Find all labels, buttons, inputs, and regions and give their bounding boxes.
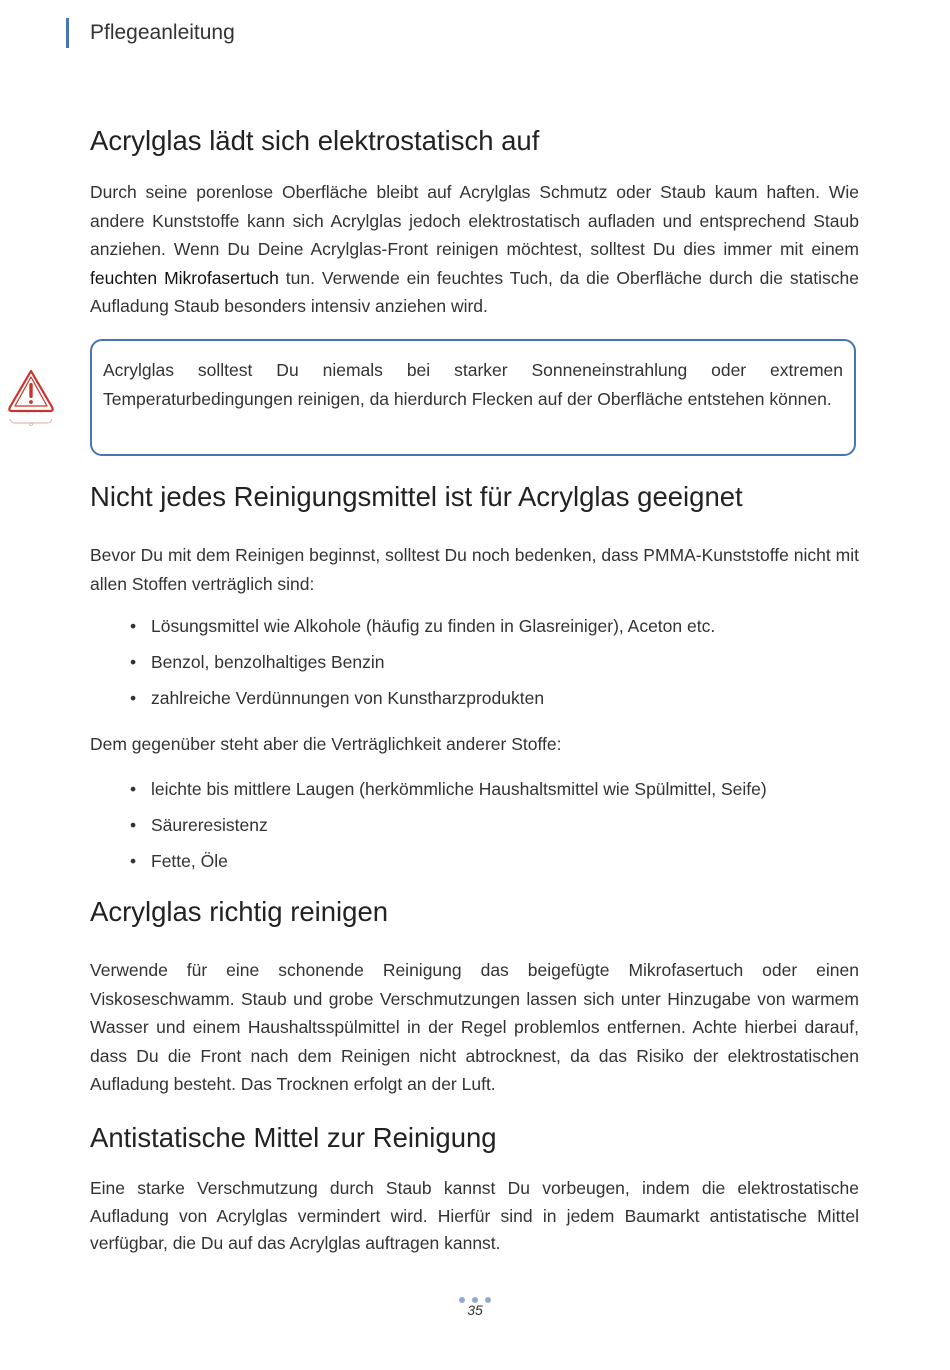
- compatible-list: [90, 775, 859, 883]
- incompatible-list: [90, 612, 859, 720]
- page-header: [66, 18, 235, 48]
- list-item: • Benzol, benzolhaltiges Benzin: [130, 652, 385, 672]
- section-heading-cleaners: Nicht jedes Reinigungsmittel ist für Acrylglas geeignet: [90, 481, 743, 512]
- warning-note-box: [90, 339, 856, 456]
- section-heading-antistatic: Antistatische Mittel zur Reinigung: [90, 1122, 497, 1153]
- section-paragraph-antistatic: Eine starke Verschmutzung durch Staub kannst Du vorbeugen, indem die elektrostatische Aufladung von Acrylglas vermindert wird. Hierfür sind in jedem Baumarkt antistatische Mittel verfügbar, die Du auf das Acrylglas auftragen kannst.: [90, 1178, 859, 1253]
- warning-triangle-icon: [6, 367, 56, 431]
- list-item: • Säureresistenz: [130, 815, 268, 835]
- section-paragraph-electrostatic: Durch seine porenlose Oberfläche bleibt auf Acrylglas Schmutz oder Staub kaum haften. Wie andere Kunststoffe kann sich Acrylglas jedoch elektrostatisch aufladen und entsprechend Staub anziehen. Wenn Du Deine Acrylglas-Front reinigen möchtest, solltest Du dies immer mit einem feuchten Mikrofasertuch tun. Verwende ein feuchtes Tuch, da die Oberfläche durch die statische Aufladung Staub besonders intensiv anziehen wird.: [90, 182, 859, 317]
- list-item: • Lösungsmittel wie Alkohole (häufig zu finden in Glasreiniger), Aceton etc.: [130, 616, 716, 636]
- section-intro-compatible: Dem gegenüber steht aber die Verträglichkeit anderer Stoffe:: [90, 734, 562, 754]
- list-item: • leichte bis mittlere Laugen (herkömmliche Haushaltsmittel wie Spülmittel, Seife): [130, 779, 767, 799]
- section-intro-cleaners: Bevor Du mit dem Reinigen beginnst, solltest Du noch bedenken, dass PMMA-Kunststoffe nicht mit allen Stoffen verträglich sind:: [90, 545, 859, 594]
- page-number: 35: [467, 1302, 483, 1318]
- list-item: • zahlreiche Verdünnungen von Kunstharzprodukten: [130, 688, 545, 708]
- emphasis-microfiber: feuchten Mikrofasertuch: [90, 267, 279, 288]
- section-heading-cleaning: Acrylglas richtig reinigen: [90, 896, 389, 927]
- warning-note-text: Acrylglas solltest Du niemals bei starker Sonneneinstrahlung oder extremen Temperaturbedingungen reinigen, da hierdurch Flecken auf der Oberfläche entstehen können.: [103, 360, 843, 409]
- section-paragraph-cleaning: Verwende für eine schonende Reinigung das beigefügte Mikrofasertuch oder einen Viskoseschwamm. Staub und grobe Verschmutzungen lassen sich unter Hinzugabe von warmem Wasser und einem Haushaltsspülmittel in der Regel problemlos entfernen. Achte hierbei darauf, dass Du die Front nach dem Reinigen nicht abtrocknest, da das Risiko der elektrostatischen Aufladung besteht. Das Trocknen erfolgt an der Luft.: [90, 960, 859, 1095]
- section-heading-electrostatic: Acrylglas lädt sich elektrostatisch auf: [90, 125, 540, 156]
- list-item: • Fette, Öle: [130, 851, 228, 871]
- header-title: Pflegeanleitung: [90, 21, 235, 44]
